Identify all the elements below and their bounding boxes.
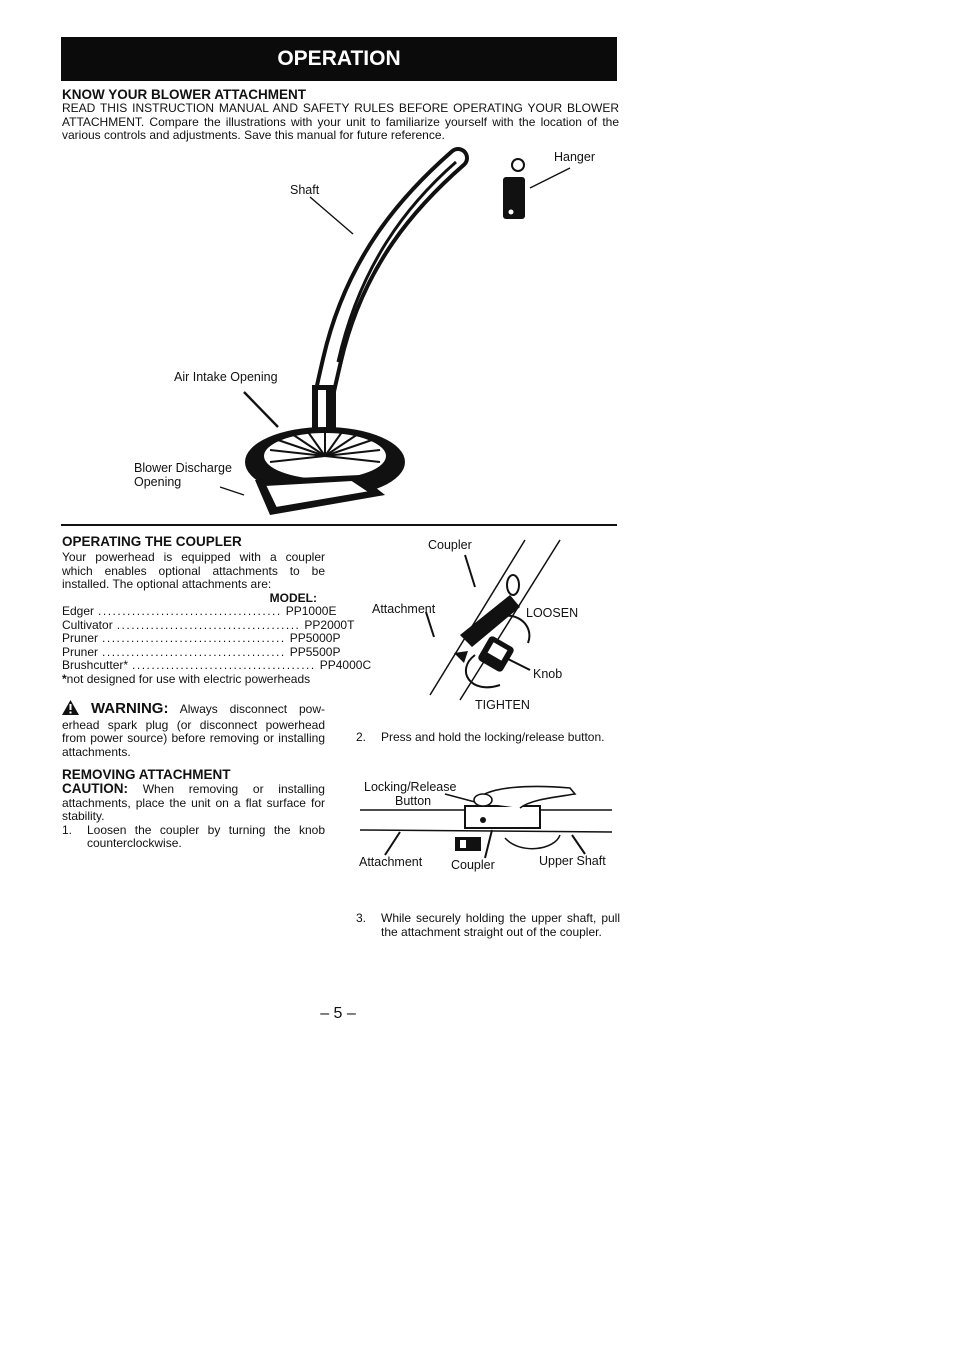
model-list	[62, 604, 372, 673]
model-row: Cultivator ...................................... PP2000T	[62, 617, 355, 632]
model-name: Edger	[62, 604, 95, 618]
coupler-section	[62, 534, 372, 851]
warning-text-first: Always disconnect pow-	[179, 702, 326, 716]
label-loosen: LOOSEN	[526, 606, 579, 620]
step-2	[356, 731, 620, 745]
label-attachment: Attachment	[372, 602, 436, 616]
label-upper-shaft: Upper Shaft	[539, 854, 606, 868]
step-3	[356, 912, 620, 939]
step-text: Press and hold the locking/release button.	[381, 730, 605, 744]
model-name: Pruner	[62, 631, 99, 645]
step-number: 3.	[356, 911, 367, 925]
model-code: PP1000E	[285, 604, 337, 618]
footnote-text: not designed for use with electric powerheads	[66, 671, 311, 686]
model-name: Brushcutter*	[62, 658, 129, 672]
label-locking-2: Button	[395, 794, 432, 808]
warning-text-rest: erhead spark plug (or disconnect powerhead from power source) before removing or installing attachments.	[62, 717, 325, 759]
warning-title: WARNING:	[90, 700, 169, 717]
model-code: PP2000T	[304, 617, 355, 632]
model-code: PP4000C	[319, 658, 372, 672]
model-row: Pruner ...................................... PP5500P	[62, 644, 341, 659]
model-row: Edger ...................................... PP1000E	[62, 604, 337, 618]
step-number: 2.	[356, 730, 367, 744]
removing-heading: REMOVING ATTACHMENT	[62, 767, 231, 782]
model-code: PP5500P	[289, 644, 341, 659]
page-number: – 5 –	[320, 1005, 356, 1022]
model-header: MODEL:	[269, 590, 317, 605]
coupler-intro: Your powerhead is equipped with a coupler which enables optional attachments to be installed. The optional attachments are:	[62, 550, 325, 591]
label-locking-1: Locking/Release	[364, 780, 457, 794]
step-number: 1.	[62, 822, 73, 837]
label-discharge-1: Blower Discharge	[134, 461, 232, 475]
warning-block	[62, 700, 325, 759]
label-tighten: TIGHTEN	[475, 698, 530, 712]
model-name: Cultivator	[62, 617, 113, 632]
label-coupler: Coupler	[428, 538, 472, 552]
section-banner: OPERATION	[61, 37, 617, 81]
know-text: READ THIS INSTRUCTION MANUAL AND SAFETY RULES BEFORE OPERATING YOUR BLOWER ATTACHMENT. Compare the illustrations with your unit to familiarize yourself with the location of the various controls and adjustments. Save this manual for future reference.	[62, 101, 619, 142]
footnote	[62, 673, 325, 687]
step-text: While securely holding the upper shaft, pull the attachment straight out of the coupler.	[381, 911, 620, 939]
label-attachment-2: Attachment	[359, 855, 423, 869]
label-coupler-2: Coupler	[451, 858, 495, 872]
step-1	[62, 824, 325, 851]
caution-title: CAUTION:	[62, 781, 128, 796]
step-text: Loosen the coupler by turning the knob counterclockwise.	[87, 822, 325, 850]
label-discharge-2: Opening	[134, 475, 182, 489]
know-heading: KNOW YOUR BLOWER ATTACHMENT	[62, 87, 306, 102]
footnote-star: *	[62, 671, 67, 686]
model-row: Pruner ...................................... PP5000P	[62, 631, 341, 645]
model-row: Brushcutter* ...................................... PP4000C	[62, 658, 372, 672]
caution-block	[62, 782, 325, 824]
label-shaft: Shaft	[290, 183, 320, 197]
model-code: PP5000P	[289, 631, 341, 645]
label-knob: Knob	[533, 667, 563, 681]
section-divider	[61, 524, 617, 526]
model-name: Pruner	[62, 644, 99, 659]
coupler-heading: OPERATING THE COUPLER	[62, 534, 242, 549]
caution-text: When removing or installing attachments, place the unit on a flat surface for stability.	[62, 782, 325, 823]
warning-triangle-icon	[62, 700, 79, 719]
label-hanger: Hanger	[554, 150, 595, 164]
label-air-intake: Air Intake Opening	[174, 370, 278, 384]
